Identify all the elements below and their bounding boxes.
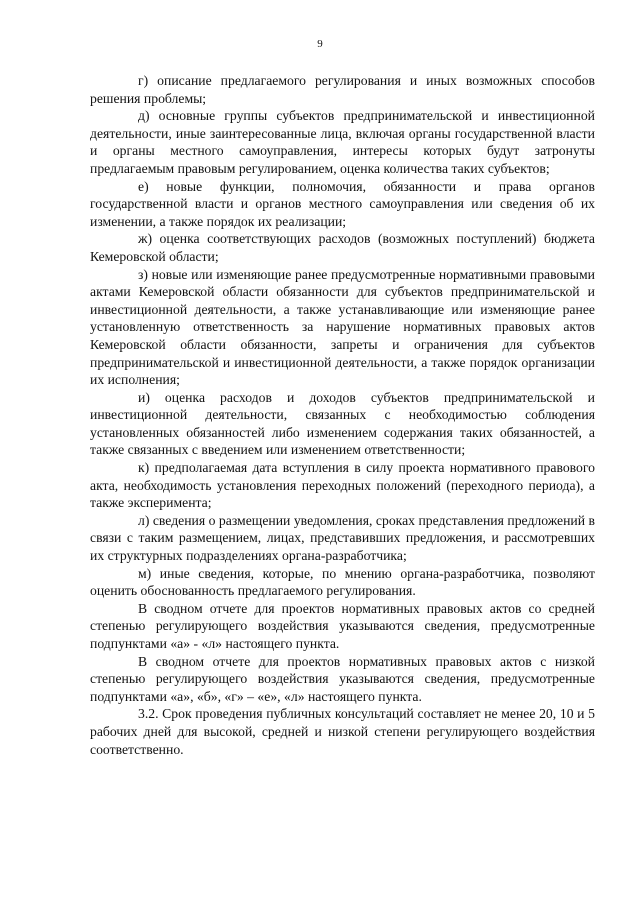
page-number: 9 [317,38,323,50]
paragraph-e: е) новые функции, полномочия, обязанности и права органов государственной власти и органов местного самоуправления или сведения об их изменении, а также порядок их реализации; [90,178,595,229]
paragraph-g: г) описание предлагаемого регулирования и иных возможных способов решения проблемы; [90,73,595,106]
paragraph-3-2: 3.2. Срок проведения публичных консультаций составляет не менее 20, 10 и 5 рабочих дней для высокой, средней и низкой степени регулирующего воздействия соответственно. [90,706,595,757]
paragraph-k: к) предполагаемая дата вступления в силу проекта нормативного правового акта, необходимость установления переходных положений (переходного периода), а также эксперимента; [90,460,595,511]
paragraph-l: л) сведения о размещении уведомления, сроках представления предложений в связи с таким размещением, лицах, представивших предложения, и рассмотревших их структурных подразделениях органа-разработчика; [90,512,595,564]
document-body [90,72,595,758]
paragraph-low-impact: В сводном отчете для проектов нормативных правовых актов с низкой степенью регулирующего воздействия указываются сведения, предусмотренные подпунктами «а», «б», «г» – «е», «л» настоящего пункта. [90,653,595,704]
paragraph-d: д) основные группы субъектов предпринимательской и инвестиционной деятельности, иные заинтересованные лица, включая органы государственной власти и органы местного самоуправления, интересы которых будут затронуты предлагаемым правовым регулированием, оценка количества таких субъектов; [90,108,595,176]
paragraph-z: з) новые или изменяющие ранее предусмотренные нормативными правовыми актами Кемеровской области обязанности для субъектов предпринимательской и инвестиционной деятельности, а также устанавливающие или изменяющие ранее установленную ответственность за нарушение нормативных правовых актов Кемеровской области обязанности, запреты и ограничения для субъектов предпринимательской и инвестиционной деятельности, а также порядок организации их исполнения; [90,266,595,388]
paragraph-zh: ж) оценка соответствующих расходов (возможных поступлений) бюджета Кемеровской области; [90,231,595,264]
paragraph-m: м) иные сведения, которые, по мнению органа-разработчика, позволяют оценить обоснованность предлагаемого регулирования. [90,565,595,599]
paragraph-i: и) оценка расходов и доходов субъектов предпринимательской и инвестиционной деятельности, связанных с необходимостью соблюдения установленных обязанностей либо изменением содержания таких обязанностей, а также связанных с введением или изменением ответственности; [90,389,595,458]
paragraph-medium-impact: В сводном отчете для проектов нормативных правовых актов со средней степенью регулирующего воздействия указываются сведения, предусмотренные подпунктами «а» - «л» настоящего пункта. [90,600,595,651]
